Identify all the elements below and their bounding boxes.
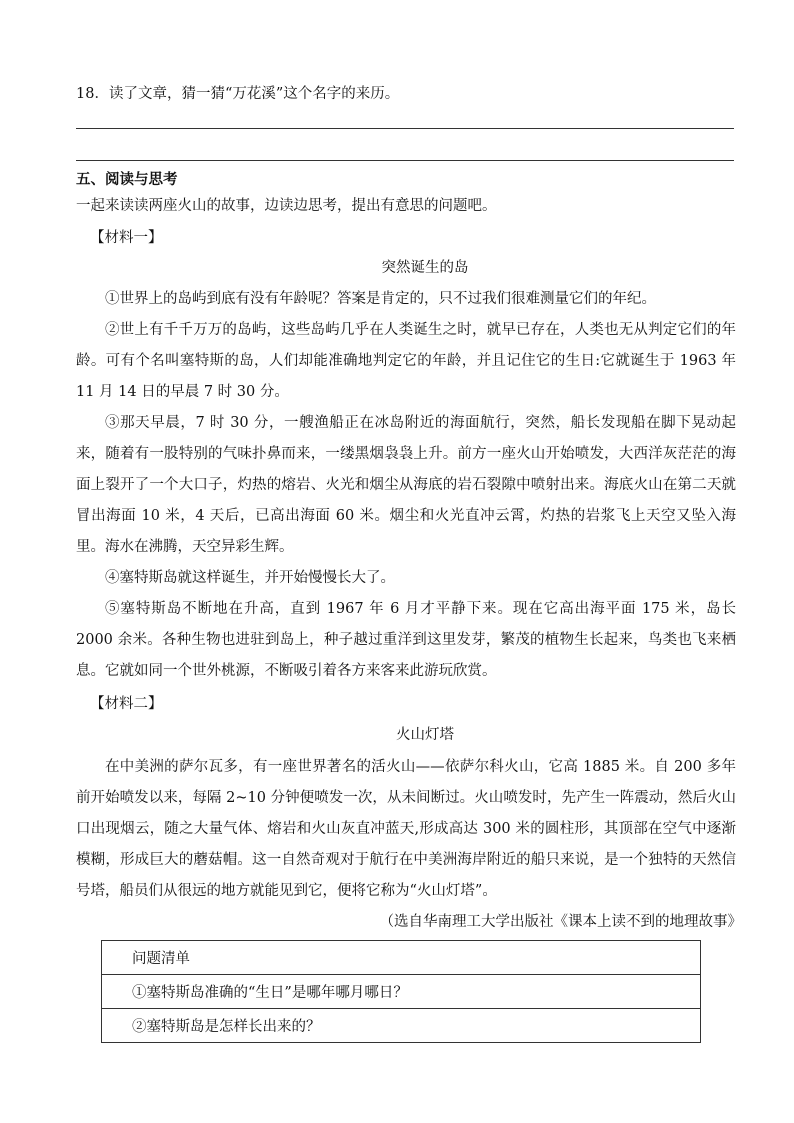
question-18: 18．读了文章，猜一猜“万花溪”这个名字的来历。 bbox=[76, 86, 400, 102]
material-2-paragraph: 在中美洲的萨尔瓦多，有一座世界著名的活火山——依萨尔科火山，它高 1885 米。自 200 多年前开始喷发以来，每隔 2~10 分钟便喷发一次，从未间断过。火山喷发时，先产生一阵震动，然后火山口出现烟云，随之大量气体、熔岩和火山灰直冲蓝天,形成高达 300 米的圆柱形，其顶部在空气中逐渐模糊，形成巨大的蘑菇帽。这一自然奇观对于航行在中美洲海岸附近的船只来说，是一个独特的天然信号塔，船员们从很远的地方就能见到它，便将它称为“火山灯塔”。 bbox=[76, 759, 736, 899]
question-list-row bbox=[102, 975, 701, 1009]
question-list-row bbox=[102, 1009, 701, 1043]
material-1-paragraph-5: ⑤塞特斯岛不断地在升高，直到 1967 年 6 月才平静下来。现在它高出海平面 175 米，岛长 2000 余米。各种生物也进驻到岛上，种子越过重洋到这里发芽，繁茂的植物生长起来，鸟类也飞来栖息。它就如同一个世外桃源，不断吸引着各方来客来此游玩欣赏。 bbox=[76, 601, 736, 679]
material-1-label: 【材料一】 bbox=[90, 230, 163, 246]
question-list-item-1: ①塞特斯岛准确的“生日”是哪年哪月哪日？ bbox=[102, 975, 701, 1009]
material-2-label: 【材料二】 bbox=[90, 696, 163, 712]
question-list-header-row bbox=[102, 941, 701, 975]
section-heading: 五、阅读与思考 bbox=[76, 172, 178, 188]
section-intro: 一起来读读两座火山的故事，边读边思考，提出有意思的问题吧。 bbox=[76, 198, 497, 214]
answer-line-2[interactable] bbox=[76, 160, 734, 161]
answer-line-1[interactable] bbox=[76, 128, 734, 129]
material-1-paragraph-2: ②世上有千千万万的岛屿，这些岛屿几乎在人类诞生之时，就早已存在，人类也无从判定它们的年龄。可有个名叫塞特斯的岛，人们却能准确地判定它的年龄，并且记住它的生日:它就诞生于 1963 年 11 月 14 日的早晨 7 时 30 分。 bbox=[76, 322, 736, 400]
material-2-title: 火山灯塔 bbox=[396, 727, 454, 743]
material-2-source: （选自华南理工大学出版社《课本上读不到的地理故事》 bbox=[379, 914, 742, 930]
question-list-table bbox=[101, 940, 701, 1043]
question-list-header: 问题清单 bbox=[102, 941, 701, 975]
material-1-paragraph-1: ①世界上的岛屿到底有没有年龄呢？答案是肯定的，只不过我们很难测量它们的年纪。 bbox=[105, 291, 656, 307]
material-1-title: 突然诞生的岛 bbox=[381, 260, 469, 276]
material-1-paragraph-3: ③那天早晨，7 时 30 分，一艘渔船正在冰岛附近的海面航行，突然，船长发现船在脚下晃动起来，随着有一股特别的气味扑鼻而来，一缕黑烟袅袅上升。前方一座火山开始喷发，大西洋灰茫茫的海面上裂开了一个大口子，灼热的熔岩、火光和烟尘从海底的岩石裂隙中喷射出来。海底火山在第二天就冒出海面 10 米，4 天后，已高出海面 60 米。烟尘和火光直冲云霄，灼热的岩浆飞上天空又坠入海里。海水在沸腾，天空异彩生辉。 bbox=[76, 415, 736, 555]
material-1-paragraph-4: ④塞特斯岛就这样诞生，并开始慢慢长大了。 bbox=[105, 570, 395, 586]
question-list-item-2: ②塞特斯岛是怎样长出来的？ bbox=[102, 1009, 701, 1043]
